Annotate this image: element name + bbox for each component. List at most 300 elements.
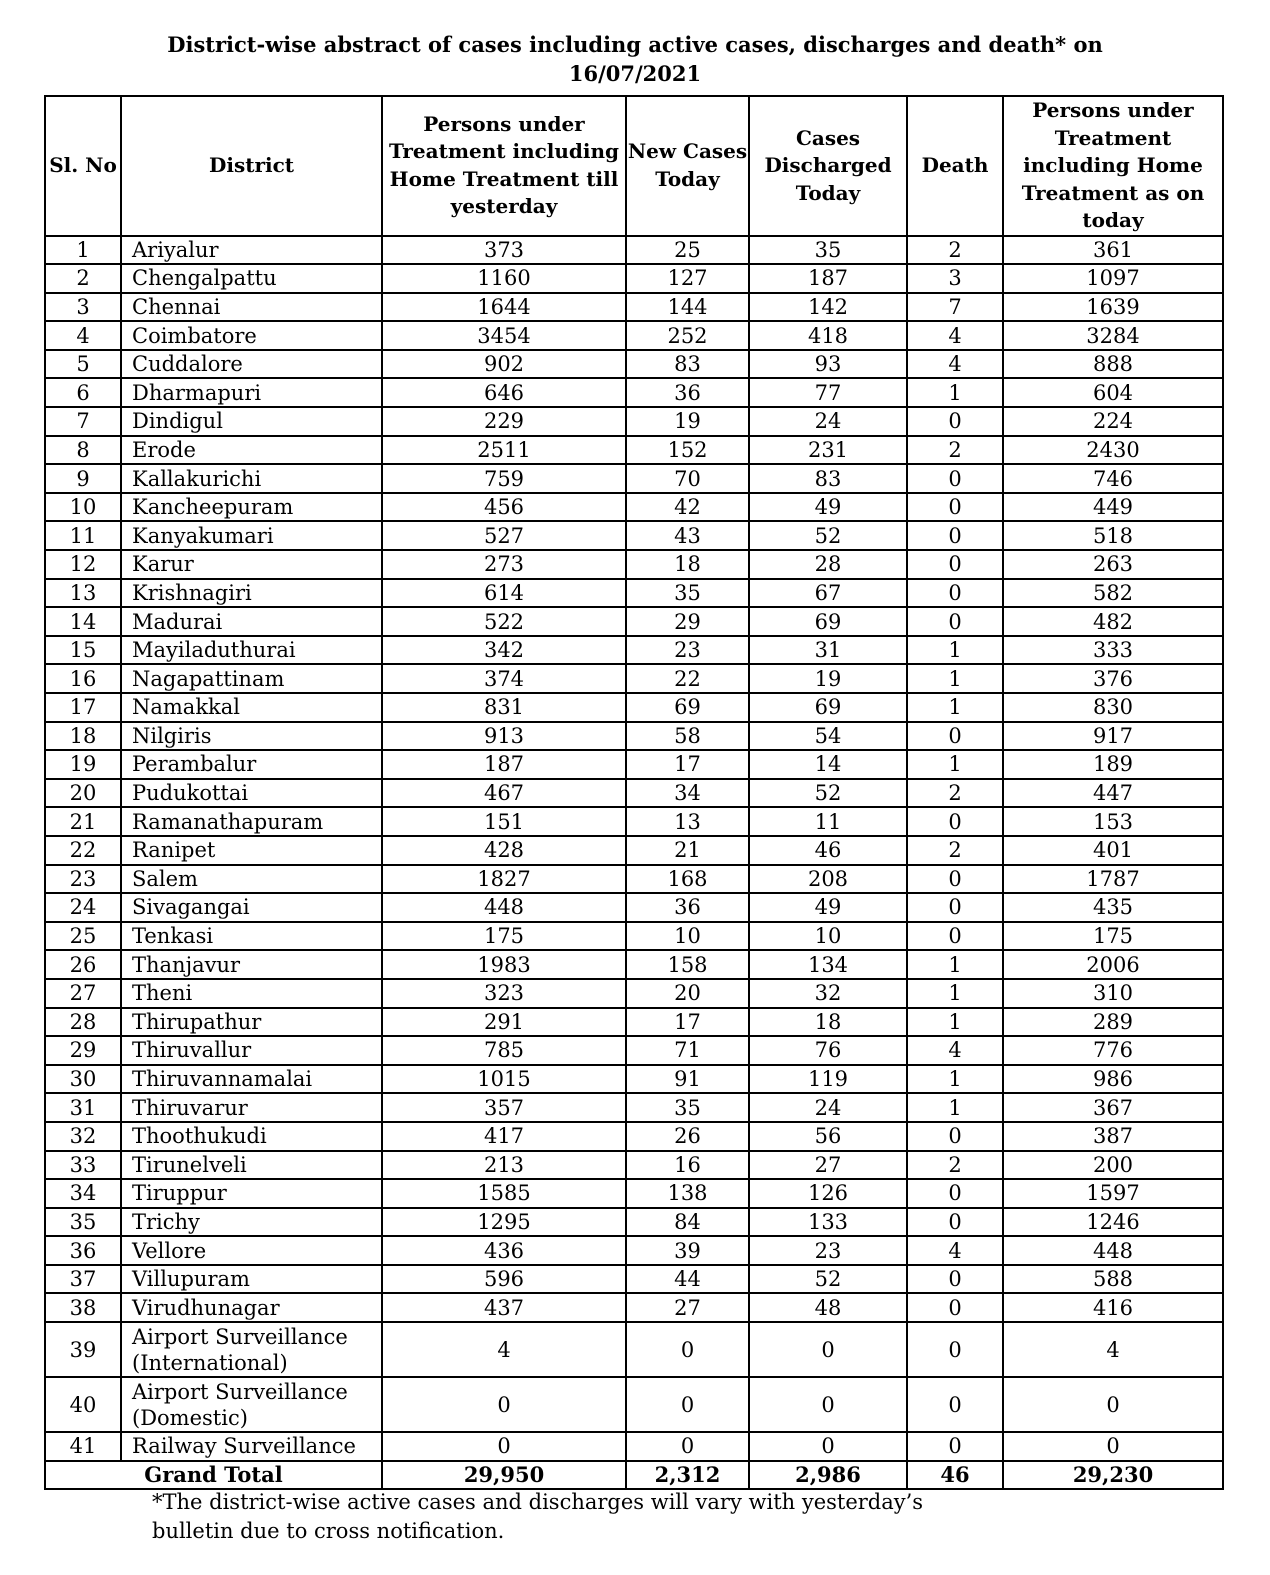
cell-today: 986 bbox=[1003, 1065, 1223, 1094]
table-row bbox=[45, 579, 1223, 608]
grand-total-new: 2,312 bbox=[626, 1461, 749, 1489]
cell-sl-no: 26 bbox=[45, 950, 121, 979]
cell-death: 0 bbox=[907, 893, 1003, 922]
cell-death: 1 bbox=[907, 750, 1003, 779]
table-row bbox=[45, 293, 1223, 322]
cell-death: 0 bbox=[907, 807, 1003, 836]
cell-sl-no: 37 bbox=[45, 1265, 121, 1294]
cell-today: 0 bbox=[1003, 1377, 1223, 1432]
cell-today: 153 bbox=[1003, 807, 1223, 836]
cell-district: Cuddalore bbox=[121, 350, 382, 379]
cell-yesterday: 291 bbox=[382, 1008, 626, 1037]
cell-death: 0 bbox=[907, 1293, 1003, 1322]
table-row bbox=[45, 464, 1223, 493]
cell-district: Vellore bbox=[121, 1236, 382, 1265]
cell-today: 447 bbox=[1003, 779, 1223, 808]
cell-sl-no: 28 bbox=[45, 1008, 121, 1037]
table-row bbox=[45, 236, 1223, 265]
cell-death: 1 bbox=[907, 1093, 1003, 1122]
cell-yesterday: 323 bbox=[382, 979, 626, 1008]
cell-sl-no: 30 bbox=[45, 1065, 121, 1094]
cell-new-cases: 39 bbox=[626, 1236, 749, 1265]
cell-district: Kanyakumari bbox=[121, 521, 382, 550]
cell-district: Ranipet bbox=[121, 836, 382, 865]
cell-district: Pudukottai bbox=[121, 779, 382, 808]
cell-district: Sivagangai bbox=[121, 893, 382, 922]
header-today: Persons under Treatment including Home Treatment as on today bbox=[1003, 96, 1223, 236]
cell-new-cases: 83 bbox=[626, 350, 749, 379]
cell-district: Karur bbox=[121, 550, 382, 579]
table-row bbox=[45, 378, 1223, 407]
cell-today: 776 bbox=[1003, 1036, 1223, 1065]
cell-discharged: 52 bbox=[749, 779, 907, 808]
cell-death: 3 bbox=[907, 264, 1003, 293]
cell-district: Perambalur bbox=[121, 750, 382, 779]
cell-new-cases: 127 bbox=[626, 264, 749, 293]
cell-yesterday: 1015 bbox=[382, 1065, 626, 1094]
table-row bbox=[45, 607, 1223, 636]
cell-yesterday: 614 bbox=[382, 579, 626, 608]
cell-discharged: 27 bbox=[749, 1151, 907, 1180]
cell-today: 2006 bbox=[1003, 950, 1223, 979]
cell-yesterday: 373 bbox=[382, 236, 626, 265]
header-sl-no: Sl. No bbox=[45, 96, 121, 236]
cell-new-cases: 69 bbox=[626, 693, 749, 722]
cell-yesterday: 456 bbox=[382, 493, 626, 522]
cell-today: 435 bbox=[1003, 893, 1223, 922]
cell-death: 4 bbox=[907, 1036, 1003, 1065]
cell-death: 7 bbox=[907, 293, 1003, 322]
cell-sl-no: 17 bbox=[45, 693, 121, 722]
cell-discharged: 14 bbox=[749, 750, 907, 779]
cell-new-cases: 0 bbox=[626, 1377, 749, 1432]
cell-new-cases: 17 bbox=[626, 750, 749, 779]
cell-today: 3284 bbox=[1003, 321, 1223, 350]
cell-sl-no: 33 bbox=[45, 1151, 121, 1180]
cell-discharged: 231 bbox=[749, 436, 907, 465]
grand-total-death: 46 bbox=[907, 1461, 1003, 1489]
table-row bbox=[45, 550, 1223, 579]
cell-discharged: 142 bbox=[749, 293, 907, 322]
grand-total-today: 29,230 bbox=[1003, 1461, 1223, 1489]
cell-yesterday: 1983 bbox=[382, 950, 626, 979]
cell-discharged: 49 bbox=[749, 893, 907, 922]
header-district: District bbox=[121, 96, 382, 236]
cell-sl-no: 39 bbox=[45, 1322, 121, 1377]
cell-discharged: 69 bbox=[749, 607, 907, 636]
cell-sl-no: 10 bbox=[45, 493, 121, 522]
table-row bbox=[45, 436, 1223, 465]
table-row bbox=[45, 1093, 1223, 1122]
table-row bbox=[45, 264, 1223, 293]
cell-district: Thiruvallur bbox=[121, 1036, 382, 1065]
table-row bbox=[45, 1265, 1223, 1294]
cell-yesterday: 596 bbox=[382, 1265, 626, 1294]
cell-new-cases: 71 bbox=[626, 1036, 749, 1065]
cell-sl-no: 11 bbox=[45, 521, 121, 550]
cell-death: 0 bbox=[907, 407, 1003, 436]
cell-death: 2 bbox=[907, 236, 1003, 265]
cell-today: 224 bbox=[1003, 407, 1223, 436]
cell-discharged: 187 bbox=[749, 264, 907, 293]
cell-death: 0 bbox=[907, 1122, 1003, 1151]
cell-death: 1 bbox=[907, 636, 1003, 665]
cell-death: 0 bbox=[907, 1208, 1003, 1237]
cell-district: Coimbatore bbox=[121, 321, 382, 350]
cell-today: 1787 bbox=[1003, 865, 1223, 894]
cell-today: 2430 bbox=[1003, 436, 1223, 465]
cell-sl-no: 35 bbox=[45, 1208, 121, 1237]
cell-today: 387 bbox=[1003, 1122, 1223, 1151]
cell-district: Airport Surveillance (International) bbox=[121, 1322, 382, 1377]
cell-yesterday: 785 bbox=[382, 1036, 626, 1065]
cell-death: 2 bbox=[907, 836, 1003, 865]
table-row bbox=[45, 1432, 1223, 1461]
table-row bbox=[45, 636, 1223, 665]
cell-district: Erode bbox=[121, 436, 382, 465]
cell-new-cases: 152 bbox=[626, 436, 749, 465]
cell-today: 310 bbox=[1003, 979, 1223, 1008]
cell-sl-no: 7 bbox=[45, 407, 121, 436]
cell-district: Nagapattinam bbox=[121, 664, 382, 693]
cell-district: Krishnagiri bbox=[121, 579, 382, 608]
cell-new-cases: 36 bbox=[626, 893, 749, 922]
cell-today: 448 bbox=[1003, 1236, 1223, 1265]
cell-today: 175 bbox=[1003, 922, 1223, 951]
cell-death: 0 bbox=[907, 1265, 1003, 1294]
cell-new-cases: 144 bbox=[626, 293, 749, 322]
cell-yesterday: 187 bbox=[382, 750, 626, 779]
cell-death: 0 bbox=[907, 1432, 1003, 1461]
cell-today: 1097 bbox=[1003, 264, 1223, 293]
cell-today: 917 bbox=[1003, 722, 1223, 751]
cell-sl-no: 8 bbox=[45, 436, 121, 465]
cell-district: Madurai bbox=[121, 607, 382, 636]
cell-today: 746 bbox=[1003, 464, 1223, 493]
table-row bbox=[45, 521, 1223, 550]
cell-death: 0 bbox=[907, 607, 1003, 636]
cell-new-cases: 16 bbox=[626, 1151, 749, 1180]
cell-sl-no: 13 bbox=[45, 579, 121, 608]
cell-discharged: 11 bbox=[749, 807, 907, 836]
grand-total-yesterday: 29,950 bbox=[382, 1461, 626, 1489]
cell-yesterday: 213 bbox=[382, 1151, 626, 1180]
cell-yesterday: 357 bbox=[382, 1093, 626, 1122]
cell-district: Kallakurichi bbox=[121, 464, 382, 493]
cell-new-cases: 35 bbox=[626, 1093, 749, 1122]
title-line-2: 16/07/2021 bbox=[568, 61, 702, 86]
table-row bbox=[45, 893, 1223, 922]
cell-new-cases: 21 bbox=[626, 836, 749, 865]
cell-sl-no: 23 bbox=[45, 865, 121, 894]
cell-today: 582 bbox=[1003, 579, 1223, 608]
cell-death: 0 bbox=[907, 464, 1003, 493]
cell-discharged: 31 bbox=[749, 636, 907, 665]
header-new-cases: New Cases Today bbox=[626, 96, 749, 236]
cell-discharged: 119 bbox=[749, 1065, 907, 1094]
cell-sl-no: 5 bbox=[45, 350, 121, 379]
cell-death: 1 bbox=[907, 693, 1003, 722]
cell-district: Thanjavur bbox=[121, 950, 382, 979]
cell-death: 2 bbox=[907, 1151, 1003, 1180]
cell-yesterday: 902 bbox=[382, 350, 626, 379]
cell-yesterday: 527 bbox=[382, 521, 626, 550]
cell-today: 333 bbox=[1003, 636, 1223, 665]
cell-new-cases: 36 bbox=[626, 378, 749, 407]
cell-district: Airport Surveillance (Domestic) bbox=[121, 1377, 382, 1432]
table-row bbox=[45, 1122, 1223, 1151]
cell-yesterday: 3454 bbox=[382, 321, 626, 350]
cell-district: Thiruvannamalai bbox=[121, 1065, 382, 1094]
cell-today: 1597 bbox=[1003, 1179, 1223, 1208]
cell-new-cases: 22 bbox=[626, 664, 749, 693]
cell-new-cases: 18 bbox=[626, 550, 749, 579]
cell-district: Salem bbox=[121, 865, 382, 894]
cell-death: 0 bbox=[907, 865, 1003, 894]
cell-discharged: 0 bbox=[749, 1322, 907, 1377]
cell-new-cases: 27 bbox=[626, 1293, 749, 1322]
cell-new-cases: 252 bbox=[626, 321, 749, 350]
table-row bbox=[45, 836, 1223, 865]
table-row bbox=[45, 493, 1223, 522]
cell-sl-no: 32 bbox=[45, 1122, 121, 1151]
cell-new-cases: 138 bbox=[626, 1179, 749, 1208]
cell-district: Thirupathur bbox=[121, 1008, 382, 1037]
cell-discharged: 0 bbox=[749, 1432, 907, 1461]
cell-death: 0 bbox=[907, 922, 1003, 951]
cell-sl-no: 2 bbox=[45, 264, 121, 293]
title-line-1: District-wise abstract of cases including active cases, discharges and death* on bbox=[167, 32, 1103, 57]
cell-discharged: 23 bbox=[749, 1236, 907, 1265]
cell-yesterday: 522 bbox=[382, 607, 626, 636]
cell-yesterday: 273 bbox=[382, 550, 626, 579]
cell-district: Nilgiris bbox=[121, 722, 382, 751]
footnote-line-2: bulletin due to cross notification. bbox=[152, 1519, 505, 1543]
cell-new-cases: 35 bbox=[626, 579, 749, 608]
cell-sl-no: 22 bbox=[45, 836, 121, 865]
cell-yesterday: 448 bbox=[382, 893, 626, 922]
cell-new-cases: 19 bbox=[626, 407, 749, 436]
cell-today: 482 bbox=[1003, 607, 1223, 636]
cell-discharged: 0 bbox=[749, 1377, 907, 1432]
cell-discharged: 93 bbox=[749, 350, 907, 379]
cell-today: 367 bbox=[1003, 1093, 1223, 1122]
cell-new-cases: 20 bbox=[626, 979, 749, 1008]
cell-discharged: 418 bbox=[749, 321, 907, 350]
cell-sl-no: 15 bbox=[45, 636, 121, 665]
cell-new-cases: 26 bbox=[626, 1122, 749, 1151]
cell-yesterday: 759 bbox=[382, 464, 626, 493]
cell-new-cases: 43 bbox=[626, 521, 749, 550]
grand-total-label: Grand Total bbox=[45, 1461, 382, 1489]
cell-district: Tirunelveli bbox=[121, 1151, 382, 1180]
footnote bbox=[152, 1488, 1152, 1546]
cell-yesterday: 417 bbox=[382, 1122, 626, 1151]
cell-new-cases: 91 bbox=[626, 1065, 749, 1094]
cell-today: 289 bbox=[1003, 1008, 1223, 1037]
cell-today: 888 bbox=[1003, 350, 1223, 379]
cell-yesterday: 1295 bbox=[382, 1208, 626, 1237]
cell-district: Theni bbox=[121, 979, 382, 1008]
cell-sl-no: 41 bbox=[45, 1432, 121, 1461]
cell-death: 1 bbox=[907, 664, 1003, 693]
cell-discharged: 10 bbox=[749, 922, 907, 951]
cell-discharged: 46 bbox=[749, 836, 907, 865]
table-row bbox=[45, 1008, 1223, 1037]
header-discharged: Cases Discharged Today bbox=[749, 96, 907, 236]
cell-sl-no: 36 bbox=[45, 1236, 121, 1265]
footnote-line-1: *The district-wise active cases and discharges will vary with yesterday’s bbox=[152, 1490, 924, 1514]
cell-today: 604 bbox=[1003, 378, 1223, 407]
cell-discharged: 77 bbox=[749, 378, 907, 407]
cell-death: 1 bbox=[907, 950, 1003, 979]
cell-today: 830 bbox=[1003, 693, 1223, 722]
cell-today: 416 bbox=[1003, 1293, 1223, 1322]
cell-district: Mayiladuthurai bbox=[121, 636, 382, 665]
cell-sl-no: 25 bbox=[45, 922, 121, 951]
cell-today: 518 bbox=[1003, 521, 1223, 550]
cell-district: Dharmapuri bbox=[121, 378, 382, 407]
cell-new-cases: 10 bbox=[626, 922, 749, 951]
cell-death: 0 bbox=[907, 521, 1003, 550]
cell-district: Thoothukudi bbox=[121, 1122, 382, 1151]
cell-death: 0 bbox=[907, 722, 1003, 751]
cell-today: 1639 bbox=[1003, 293, 1223, 322]
cell-death: 2 bbox=[907, 436, 1003, 465]
table-row bbox=[45, 807, 1223, 836]
cell-death: 1 bbox=[907, 1065, 1003, 1094]
cell-death: 0 bbox=[907, 1377, 1003, 1432]
table-row bbox=[45, 350, 1223, 379]
table-row bbox=[45, 779, 1223, 808]
cell-death: 2 bbox=[907, 779, 1003, 808]
cell-district: Kancheepuram bbox=[121, 493, 382, 522]
cell-today: 263 bbox=[1003, 550, 1223, 579]
header-yesterday: Persons under Treatment including Home Treatment till yesterday bbox=[382, 96, 626, 236]
cell-discharged: 126 bbox=[749, 1179, 907, 1208]
table-row bbox=[45, 922, 1223, 951]
cell-today: 1246 bbox=[1003, 1208, 1223, 1237]
cell-district: Ariyalur bbox=[121, 236, 382, 265]
cell-sl-no: 24 bbox=[45, 893, 121, 922]
table-row bbox=[45, 1065, 1223, 1094]
cell-yesterday: 151 bbox=[382, 807, 626, 836]
cell-district: Tenkasi bbox=[121, 922, 382, 951]
cell-sl-no: 38 bbox=[45, 1293, 121, 1322]
table-row bbox=[45, 407, 1223, 436]
cell-today: 189 bbox=[1003, 750, 1223, 779]
table-row bbox=[45, 1151, 1223, 1180]
table-row bbox=[45, 1293, 1223, 1322]
cell-yesterday: 1644 bbox=[382, 293, 626, 322]
district-abstract-table bbox=[44, 95, 1224, 1490]
cell-death: 4 bbox=[907, 321, 1003, 350]
grand-total-discharged: 2,986 bbox=[749, 1461, 907, 1489]
cell-yesterday: 1160 bbox=[382, 264, 626, 293]
cell-sl-no: 4 bbox=[45, 321, 121, 350]
cell-new-cases: 158 bbox=[626, 950, 749, 979]
cell-new-cases: 168 bbox=[626, 865, 749, 894]
cell-sl-no: 18 bbox=[45, 722, 121, 751]
cell-discharged: 19 bbox=[749, 664, 907, 693]
cell-new-cases: 23 bbox=[626, 636, 749, 665]
cell-yesterday: 342 bbox=[382, 636, 626, 665]
cell-yesterday: 831 bbox=[382, 693, 626, 722]
cell-today: 361 bbox=[1003, 236, 1223, 265]
cell-today: 588 bbox=[1003, 1265, 1223, 1294]
cell-discharged: 67 bbox=[749, 579, 907, 608]
cell-today: 4 bbox=[1003, 1322, 1223, 1377]
cell-new-cases: 70 bbox=[626, 464, 749, 493]
cell-sl-no: 19 bbox=[45, 750, 121, 779]
table-row bbox=[45, 321, 1223, 350]
cell-district: Virudhunagar bbox=[121, 1293, 382, 1322]
cell-district: Railway Surveillance bbox=[121, 1432, 382, 1461]
table-row bbox=[45, 750, 1223, 779]
table-row bbox=[45, 979, 1223, 1008]
cell-new-cases: 13 bbox=[626, 807, 749, 836]
cell-sl-no: 34 bbox=[45, 1179, 121, 1208]
cell-yesterday: 646 bbox=[382, 378, 626, 407]
cell-today: 0 bbox=[1003, 1432, 1223, 1461]
cell-yesterday: 229 bbox=[382, 407, 626, 436]
cell-district: Trichy bbox=[121, 1208, 382, 1237]
cell-sl-no: 6 bbox=[45, 378, 121, 407]
table-row bbox=[45, 664, 1223, 693]
cell-discharged: 54 bbox=[749, 722, 907, 751]
cell-sl-no: 16 bbox=[45, 664, 121, 693]
table-row bbox=[45, 693, 1223, 722]
cell-discharged: 35 bbox=[749, 236, 907, 265]
cell-sl-no: 3 bbox=[45, 293, 121, 322]
cell-today: 200 bbox=[1003, 1151, 1223, 1180]
table-row bbox=[45, 722, 1223, 751]
cell-discharged: 52 bbox=[749, 521, 907, 550]
cell-discharged: 83 bbox=[749, 464, 907, 493]
cell-yesterday: 1585 bbox=[382, 1179, 626, 1208]
cell-new-cases: 84 bbox=[626, 1208, 749, 1237]
cell-discharged: 133 bbox=[749, 1208, 907, 1237]
cell-sl-no: 21 bbox=[45, 807, 121, 836]
cell-sl-no: 14 bbox=[45, 607, 121, 636]
cell-discharged: 208 bbox=[749, 865, 907, 894]
cell-new-cases: 34 bbox=[626, 779, 749, 808]
cell-discharged: 24 bbox=[749, 407, 907, 436]
cell-new-cases: 58 bbox=[626, 722, 749, 751]
cell-discharged: 24 bbox=[749, 1093, 907, 1122]
cell-death: 4 bbox=[907, 350, 1003, 379]
cell-yesterday: 175 bbox=[382, 922, 626, 951]
table-row bbox=[45, 1236, 1223, 1265]
cell-discharged: 76 bbox=[749, 1036, 907, 1065]
cell-sl-no: 27 bbox=[45, 979, 121, 1008]
cell-new-cases: 44 bbox=[626, 1265, 749, 1294]
cell-today: 376 bbox=[1003, 664, 1223, 693]
grand-total-row bbox=[45, 1461, 1223, 1489]
document-title bbox=[0, 30, 1270, 88]
cell-yesterday: 467 bbox=[382, 779, 626, 808]
cell-district: Namakkal bbox=[121, 693, 382, 722]
cell-yesterday: 4 bbox=[382, 1322, 626, 1377]
cell-yesterday: 374 bbox=[382, 664, 626, 693]
cell-new-cases: 25 bbox=[626, 236, 749, 265]
cell-yesterday: 913 bbox=[382, 722, 626, 751]
cell-sl-no: 20 bbox=[45, 779, 121, 808]
cell-discharged: 52 bbox=[749, 1265, 907, 1294]
cell-discharged: 49 bbox=[749, 493, 907, 522]
cell-discharged: 69 bbox=[749, 693, 907, 722]
table-row bbox=[45, 950, 1223, 979]
